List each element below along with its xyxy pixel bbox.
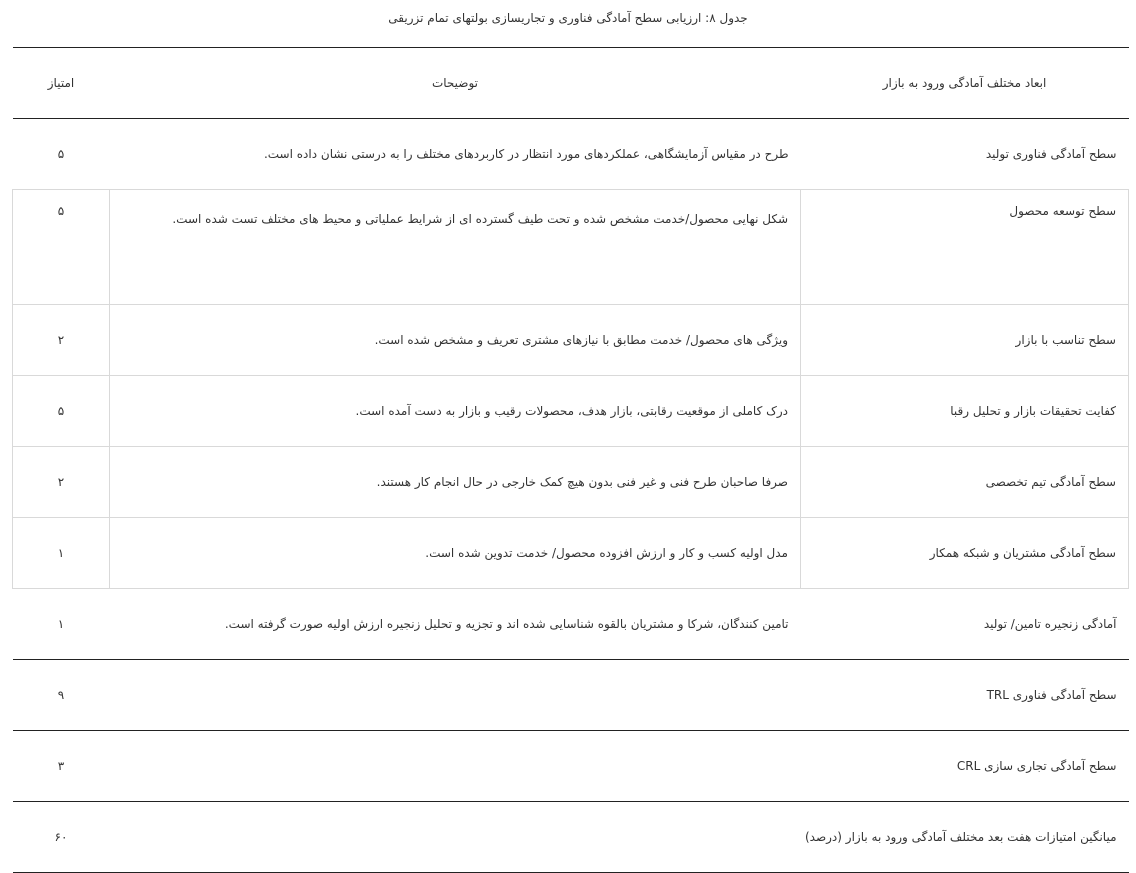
summary-row-crl — [13, 731, 1129, 802]
score-cell: ۱ — [13, 518, 110, 589]
dimension-cell: سطح تناسب با بازار — [801, 305, 1129, 376]
summary-row-average — [13, 802, 1129, 873]
description-cell: تامین کنندگان، شرکا و مشتریان بالقوه شناسایی شده اند و تجزیه و تحلیل زنجیره ارزش اولیه صورت گرفته است. — [224, 617, 789, 631]
score-cell: ۵ — [13, 190, 110, 305]
dimension-cell: سطح توسعه محصول — [801, 190, 1129, 305]
table-row — [13, 447, 1129, 518]
table-row — [13, 305, 1129, 376]
table-row — [13, 589, 1129, 660]
score-cell: ۵ — [57, 147, 65, 161]
summary-label: سطح آمادگی فناوری TRL — [110, 660, 1129, 731]
dimension-cell: سطح آمادگی فناوری تولید — [985, 147, 1117, 161]
readiness-table — [12, 47, 1129, 873]
summary-row-trl — [13, 660, 1129, 731]
description-cell: ویژگی های محصول/ خدمت مطابق با نیازهای مشتری تعریف و مشخص شده است. — [110, 305, 801, 376]
table-row — [13, 518, 1129, 589]
summary-label: میانگین امتیازات هفت بعد مختلف آمادگی ورود به بازار (درصد) — [110, 802, 1129, 873]
dimension-cell: آمادگی زنجیره تامین/ تولید — [983, 617, 1117, 631]
header-dimension: ابعاد مختلف آمادگی ورود به بازار — [801, 48, 1129, 119]
summary-score: ۶۰ — [13, 802, 110, 873]
table-row — [13, 376, 1129, 447]
dimension-cell: سطح آمادگی تیم تخصصی — [801, 447, 1129, 518]
score-cell: ۵ — [13, 376, 110, 447]
table-caption: جدول ۸: ارزیابی سطح آمادگی فناوری و تجاریسازی بولتهای تمام تزریقی — [388, 11, 748, 25]
description-cell: مدل اولیه کسب و کار و ارزش افزوده محصول/ خدمت تدوین شده است. — [110, 518, 801, 589]
summary-score: ۹ — [13, 660, 110, 731]
score-cell: ۲ — [13, 447, 110, 518]
dimension-cell: سطح آمادگی مشتریان و شبکه همکار — [801, 518, 1129, 589]
score-cell: ۱ — [57, 617, 65, 631]
table-row — [13, 119, 1129, 190]
table-row — [13, 190, 1129, 305]
score-cell: ۲ — [13, 305, 110, 376]
dimension-cell: کفایت تحقیقات بازار و تحلیل رقبا — [801, 376, 1129, 447]
table-header-row — [13, 48, 1129, 119]
header-description: توضیحات — [110, 48, 801, 119]
description-cell: درک کاملی از موقعیت رقابتی، بازار هدف، محصولات رقیب و بازار به دست آمده است. — [110, 376, 801, 447]
header-score: امتیاز — [13, 48, 110, 119]
description-cell: صرفا صاحبان طرح فنی و غیر فنی بدون هیچ کمک خارجی در حال انجام کار هستند. — [110, 447, 801, 518]
description-cell: شکل نهایی محصول/خدمت مشخص شده و تحت طیف گسترده ای از شرایط عملیاتی و محیط های مختلف تست شده است. — [110, 190, 801, 305]
summary-score: ۳ — [13, 731, 110, 802]
summary-label: سطح آمادگی تجاری سازی CRL — [110, 731, 1129, 802]
description-cell: طرح در مقیاس آزمایشگاهی، عملکردهای مورد انتظار در کاربردهای مختلف را به درستی نشان داده است. — [263, 147, 789, 161]
